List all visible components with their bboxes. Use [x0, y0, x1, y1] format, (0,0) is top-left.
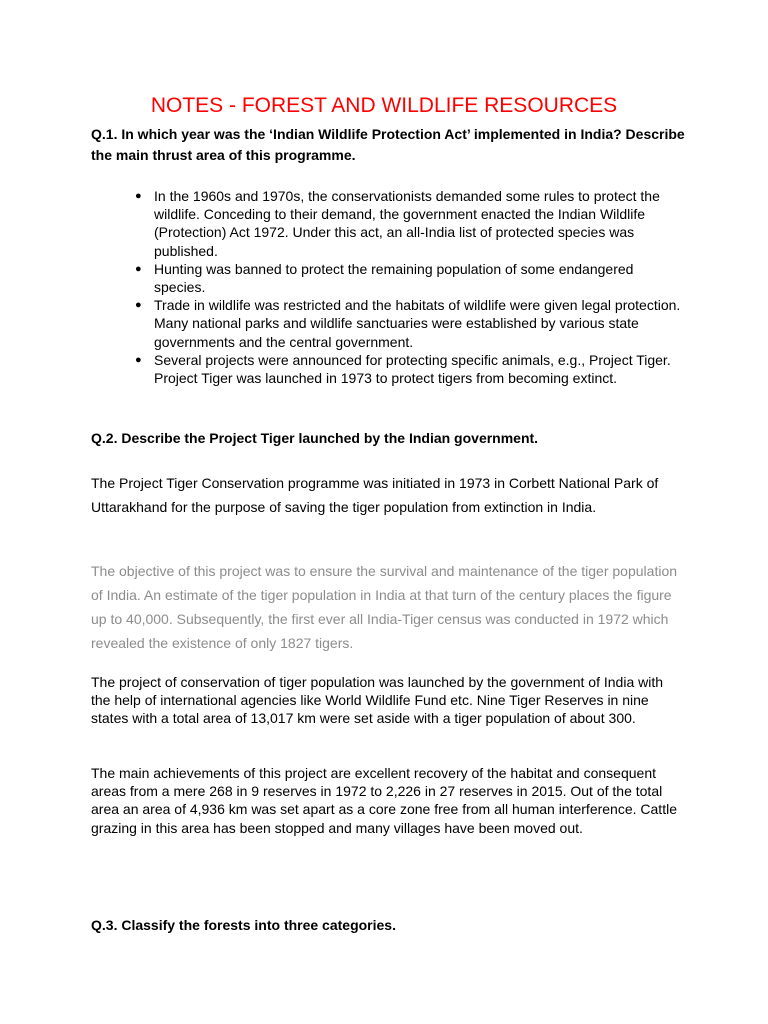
paragraph-faded: The objective of this project was to ensure the survival and maintenance of the tiger population of India. An estimate of the tiger population in India at that turn of the century places the figure up to 40,000. Subsequently, the first ever all India-Tiger census was conducted in 1972 which revealed the existence of only 1827 tigers.: [91, 563, 678, 651]
bullet-item: [91, 260, 681, 296]
question-1-bullet-list: [91, 187, 681, 387]
question-3-heading: Q.3. Classify the forests into three categories.: [91, 917, 396, 933]
bullet-item: [91, 296, 681, 351]
bullet-text: Several projects were announced for protecting specific animals, e.g., Project Tiger. Project Tiger was launched in 1973 to protect tigers from becoming extinct.: [154, 351, 671, 387]
bullet-icon: ●: [135, 262, 142, 275]
paragraph: The main achievements of this project are excellent recovery of the habitat and consequent areas from a mere 268 in 9 reserves in 1972 to 2,226 in 27 reserves in 2015. Out of the total area an area of 4,936 km was set apart as a core zone free from all human interference. Cattle grazing in this area has been stopped and many villages have been moved out.: [91, 765, 677, 836]
page-title: NOTES - FOREST AND WILDLIFE RESOURCES: [150, 94, 618, 117]
bullet-text: In the 1960s and 1970s, the conservationists demanded some rules to protect the wildlife. Conceding to their demand, the government enacted the Indian Wildlife (Protection) Act 1972. Under this act, an all-India list of protected species was published.: [154, 188, 660, 259]
bullet-text: Trade in wildlife was restricted and the habitats of wildlife were given legal protection. Many national parks and wildlife sanctuaries were established by various state governments and the central government.: [154, 297, 681, 350]
bullet-icon: ●: [135, 190, 142, 202]
paragraph: The Project Tiger Conservation programme was initiated in 1973 in Corbett National Park of Uttarakhand for the purpose of saving the tiger population from extinction in India.: [91, 475, 659, 515]
bullet-icon: ●: [135, 299, 142, 312]
bullet-icon: ●: [135, 353, 142, 366]
bullet-text: Hunting was banned to protect the remaining population of some endangered species.: [154, 260, 634, 296]
bullet-item: [91, 351, 681, 387]
question-2-heading: Q.2. Describe the Project Tiger launched by the Indian government.: [91, 430, 539, 446]
paragraph: The project of conservation of tiger population was launched by the government of India with the help of international agencies like World Wildlife Fund etc. Nine Tiger Reserves in nine states with a total area of 13,017 km were set aside with a tiger population of about 300.: [91, 674, 664, 727]
question-1-heading: Q.1. In which year was the ‘Indian Wildlife Protection Act’ implemented in India? Describe the main thrust area of this programme.: [91, 126, 685, 163]
bullet-item: [91, 187, 681, 260]
